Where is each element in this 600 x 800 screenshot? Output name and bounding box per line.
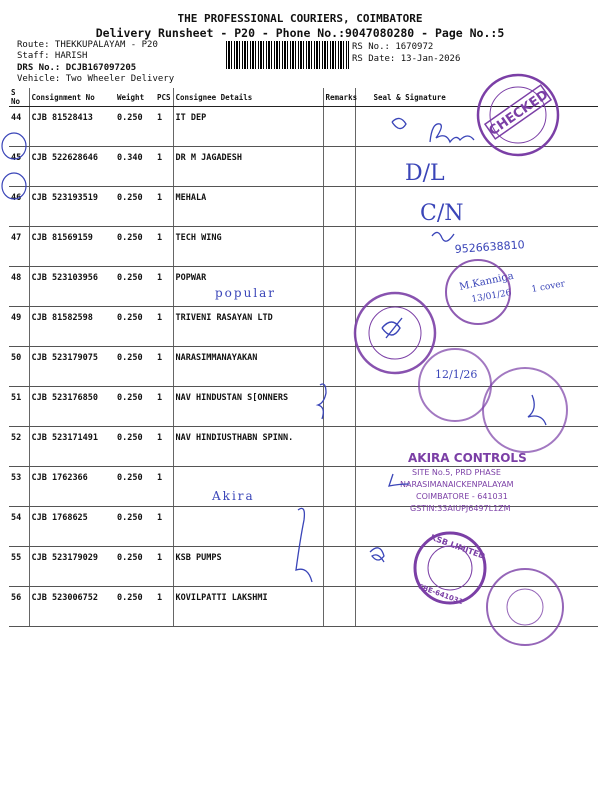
- row-pcs: 1: [155, 547, 173, 587]
- row-consignee: POPWAR: [173, 267, 323, 307]
- row-seal: [355, 467, 598, 507]
- col-weight: Weight: [115, 88, 155, 107]
- row-consignee: TECH WING: [173, 227, 323, 267]
- row-seal: [355, 107, 598, 147]
- ksb-stamp-pin: CBE-641031: [416, 582, 465, 607]
- table-row: [9, 307, 598, 347]
- handwriting-popular: popular: [215, 286, 277, 300]
- row-seal: [355, 427, 598, 467]
- table-row: [9, 427, 598, 467]
- row-sno: 54: [9, 507, 29, 547]
- row-sno: 56: [9, 587, 29, 627]
- col-sno: S No: [9, 88, 29, 107]
- row-sno: 49: [9, 307, 29, 347]
- row-sno: 51: [9, 387, 29, 427]
- drs-number: DRS No.: DCJB167097205: [17, 63, 137, 73]
- row-remarks: [323, 587, 355, 627]
- row-remarks: [323, 427, 355, 467]
- row-weight: 0.250: [115, 547, 155, 587]
- col-seal: Seal & Signature: [355, 88, 598, 107]
- row-weight: 0.250: [115, 587, 155, 627]
- row-weight: 0.340: [115, 147, 155, 187]
- row-sno: 50: [9, 347, 29, 387]
- row-remarks: [323, 307, 355, 347]
- row-sno: 44: [9, 107, 29, 147]
- row-seal: [355, 187, 598, 227]
- row-pcs: 1: [155, 467, 173, 507]
- row-weight: 0.250: [115, 187, 155, 227]
- row-consignment: CJB 523193519: [29, 187, 115, 227]
- row-consignment: CJB 81582598: [29, 307, 115, 347]
- rs-date: RS Date: 13-Jan-2026: [352, 54, 461, 64]
- row-sno: 46: [9, 187, 29, 227]
- row-sno: 47: [9, 227, 29, 267]
- akira-stamp-line1: AKIRA CONTROLS: [408, 451, 527, 465]
- row-consignment: CJB 522628646: [29, 147, 115, 187]
- akira-stamp-line3: NARASIMANAICKENPALAYAM: [400, 480, 514, 489]
- company-name: THE PROFESSIONAL COURIERS, COIMBATORE: [177, 12, 423, 25]
- row-remarks: [323, 547, 355, 587]
- col-consignment: Consignment No: [29, 88, 115, 107]
- row-weight: 0.250: [115, 307, 155, 347]
- row-seal: [355, 547, 598, 587]
- handwriting-akira: Akira: [212, 489, 255, 503]
- row-remarks: [323, 227, 355, 267]
- handwriting-date-48: 13/01/26: [470, 288, 513, 305]
- row-seal: [355, 587, 598, 627]
- row-consignee: MEHALA: [173, 187, 323, 227]
- row-weight: 0.250: [115, 347, 155, 387]
- table-row: [9, 147, 598, 187]
- row-sno: 52: [9, 427, 29, 467]
- row-weight: 0.250: [115, 507, 155, 547]
- col-consignee: Consignee Details: [173, 88, 323, 107]
- row-consignment: CJB 81569159: [29, 227, 115, 267]
- handwriting-dl: D/L: [405, 161, 445, 186]
- row-consignment: CJB 523179029: [29, 547, 115, 587]
- rs-number: RS No.: 1670972: [352, 42, 434, 52]
- row-consignment: CJB 81528413: [29, 107, 115, 147]
- row-weight: 0.250: [115, 427, 155, 467]
- row-remarks: [323, 467, 355, 507]
- row-pcs: 1: [155, 227, 173, 267]
- row-sno: 55: [9, 547, 29, 587]
- route-label: Route: THEKKUPALAYAM - P20: [17, 40, 158, 50]
- table-row: [9, 507, 598, 547]
- row-remarks: [323, 267, 355, 307]
- row-consignee: IT DEP: [173, 107, 323, 147]
- handwriting-phone: 9526638810: [454, 238, 526, 256]
- row-consignee: NAV HINDUSTAN S[ONNERS: [173, 387, 323, 427]
- akira-stamp-line5: GSTIN:33AIUPJ6497L1ZM: [410, 504, 511, 513]
- table-row: [9, 227, 598, 267]
- row-consignment: CJB 1762366: [29, 467, 115, 507]
- staff-label: Staff: HARISH: [17, 51, 88, 61]
- row-seal: [355, 307, 598, 347]
- row-pcs: 1: [155, 147, 173, 187]
- col-pcs: PCS: [155, 88, 173, 107]
- checked-stamp-text: CHECKED: [486, 87, 552, 140]
- row-pcs: 1: [155, 267, 173, 307]
- table-row: [9, 467, 598, 507]
- handwriting-kanniga: M.Kanniga: [458, 270, 515, 293]
- row-weight: 0.250: [115, 467, 155, 507]
- row-consignee: NARASIMMANAYAKAN: [173, 347, 323, 387]
- row-sno: 53: [9, 467, 29, 507]
- table-row: [9, 107, 598, 147]
- row-seal: [355, 267, 598, 307]
- ksb-stamp-text: KSB LIMITED: [429, 532, 487, 561]
- table-row: [9, 547, 598, 587]
- table-header: [9, 88, 598, 107]
- row-consignee: TRIVENI RASAYAN LTD: [173, 307, 323, 347]
- table-row: [9, 187, 598, 227]
- row-seal: [355, 227, 598, 267]
- row-remarks: [323, 507, 355, 547]
- row-pcs: 1: [155, 107, 173, 147]
- row-pcs: 1: [155, 387, 173, 427]
- row-consignment: CJB 523176850: [29, 387, 115, 427]
- barcode: [226, 41, 349, 69]
- row-consignee: KSB PUMPS: [173, 547, 323, 587]
- col-remarks: Remarks: [323, 88, 355, 107]
- row-weight: 0.250: [115, 387, 155, 427]
- row-pcs: 1: [155, 187, 173, 227]
- runsheet-title: Delivery Runsheet - P20 - Phone No.:9047080280 - Page No.:5: [95, 26, 505, 40]
- row-pcs: 1: [155, 347, 173, 387]
- row-remarks: [323, 147, 355, 187]
- row-consignee: KOVILPATTI LAKSHMI: [173, 587, 323, 627]
- row-seal: [355, 347, 598, 387]
- handwriting-cn: C/N: [420, 201, 464, 226]
- handwriting-cover: 1 cover: [530, 279, 566, 295]
- runsheet-table: [9, 88, 598, 627]
- table-row: [9, 387, 598, 427]
- row-consignment: CJB 523171491: [29, 427, 115, 467]
- row-sno: 48: [9, 267, 29, 307]
- table-row: [9, 347, 598, 387]
- row-seal: [355, 507, 598, 547]
- row-pcs: 1: [155, 507, 173, 547]
- row-remarks: [323, 187, 355, 227]
- akira-stamp-line2: SITE No.5, PRD PHASE: [412, 468, 501, 477]
- row-consignment: CJB 1768625: [29, 507, 115, 547]
- row-seal: [355, 147, 598, 187]
- row-consignee: DR M JAGADESH: [173, 147, 323, 187]
- handwriting-date-51: 12/1/26: [435, 368, 478, 381]
- row-weight: 0.250: [115, 267, 155, 307]
- row-consignee: [173, 507, 323, 547]
- row-consignment: CJB 523179075: [29, 347, 115, 387]
- table-row: [9, 587, 598, 627]
- row-remarks: [323, 107, 355, 147]
- row-weight: 0.250: [115, 227, 155, 267]
- row-pcs: 1: [155, 587, 173, 627]
- row-consignment: CJB 523103956: [29, 267, 115, 307]
- row-pcs: 1: [155, 427, 173, 467]
- row-sno: 45: [9, 147, 29, 187]
- row-consignee: NAV HINDIUSTHABN SPINN.: [173, 427, 323, 467]
- row-consignee: [173, 467, 323, 507]
- akira-stamp-line4: COIMBATORE - 641031: [416, 492, 508, 501]
- row-consignment: CJB 523006752: [29, 587, 115, 627]
- row-seal: [355, 387, 598, 427]
- row-pcs: 1: [155, 307, 173, 347]
- vehicle-label: Vehicle: Two Wheeler Delivery: [17, 74, 175, 84]
- row-weight: 0.250: [115, 107, 155, 147]
- row-remarks: [323, 387, 355, 427]
- row-remarks: [323, 347, 355, 387]
- table-row: [9, 267, 598, 307]
